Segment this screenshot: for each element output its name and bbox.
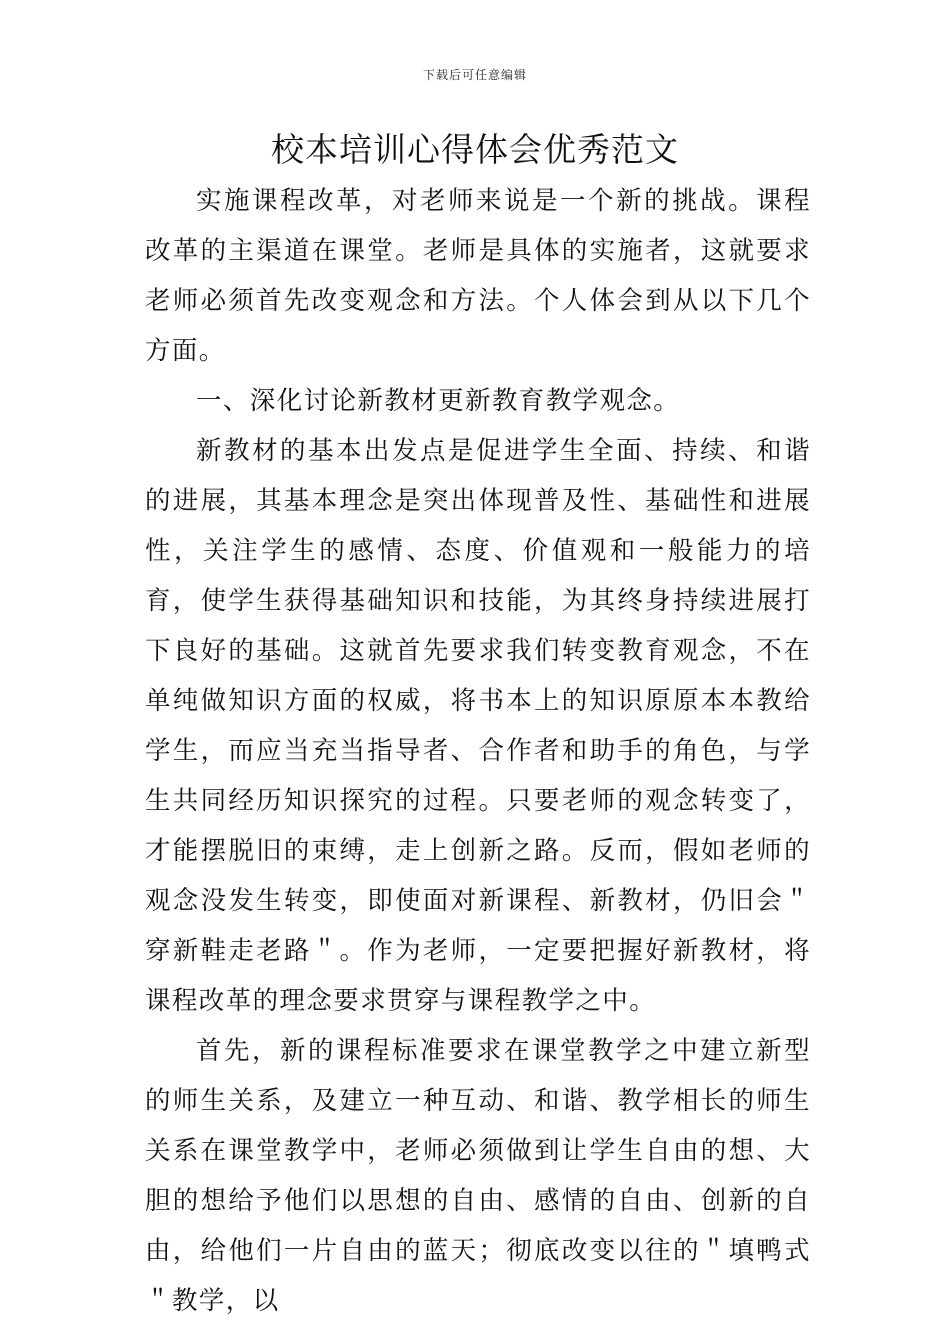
- document-title: 校本培训心得体会优秀范文: [271, 130, 679, 169]
- header-note: 下载后可任意编辑: [422, 68, 527, 82]
- paragraph-new-textbook: 新教材的基本出发点是促进学生全面、持续、和谐的进展，其基本理念是突出体现普及性、基础性和进展性，关注学生的感情、态度、价值观和一般能力的培育，使学生获得基础知识和技能，为其终身持续进展打下良好的基础。这就首先要求我们转变教育观念，不在单纯做知识方面的权威，将书本上的知识原原本本教给学生，而应当充当指导者、合作者和助手的角色，与学生共同经历知识探究的过程。只要老师的观念转变了，才能摆脱旧的束缚，走上创新之路。反而，假如老师的观念没发生转变，即使面对新课程、新教材，仍旧会＂穿新鞋走老路＂。作为老师，一定要把握好新教材，将课程改革的理念要求贯穿与课程教学之中。: [145, 436, 811, 1016]
- document-body: [145, 176, 811, 1326]
- paragraph-intro: 实施课程改革，对老师来说是一个新的挑战。课程改革的主渠道在课堂。老师是具体的实施者，这就要求老师必须首先改变观念和方法。个人体会到从以下几个方面。: [145, 186, 811, 366]
- paragraph-section-heading: 一、深化讨论新教材更新教育教学观念。: [196, 386, 681, 416]
- paragraph-teacher-student-relations: 首先，新的课程标准要求在课堂教学之中建立新型的师生关系，及建立一种互动、和谐、教学相长的师生关系在课堂教学中，老师必须做到让学生自由的想、大胆的想给予他们以思想的自由、感情的自由、创新的自由，给他们一片自由的蓝天；彻底改变以往的＂填鸭式＂教学，以: [145, 1036, 811, 1316]
